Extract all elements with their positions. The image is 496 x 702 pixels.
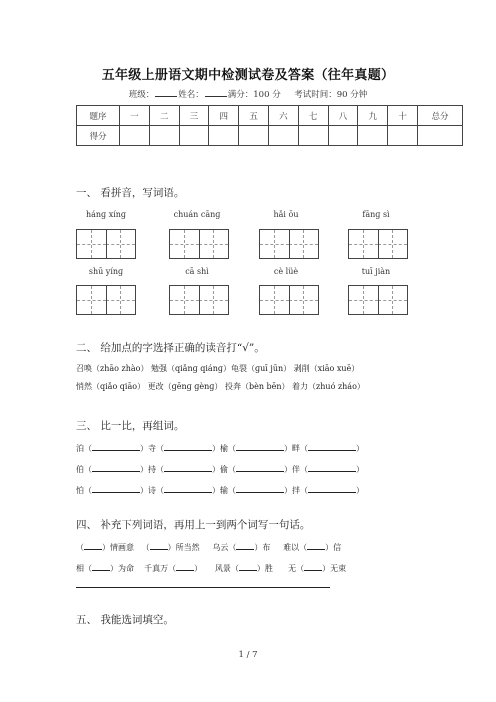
compare-row: 怕（ ）诗（ ）输（ ）拌（ ）	[76, 486, 364, 495]
answer-blank[interactable]	[308, 484, 356, 493]
score-table	[76, 105, 463, 146]
score-header-cell: 二	[149, 106, 179, 126]
answer-blank[interactable]	[236, 541, 254, 550]
section2-heading: 二、 给加点的字选择正确的读音打“√”。	[76, 342, 265, 354]
page-title: 五年级上册语文期中检测试卷及答案（往年真题）	[101, 68, 395, 83]
answer-blank[interactable]	[92, 442, 140, 451]
idiom-part: 风景	[214, 564, 231, 573]
writing-grid[interactable]	[259, 285, 319, 315]
pinyin-label: hǎi ōu	[273, 210, 299, 219]
pinyin-label: cā shì	[185, 267, 209, 276]
answer-blank[interactable]	[164, 484, 212, 493]
compare-row: 泊（ ）寺（ ）榆（ ）畔（ ）	[76, 444, 364, 453]
answer-blank[interactable]	[92, 484, 140, 493]
score-header-cell: 总分	[418, 106, 463, 126]
idiom-part: 所当然	[175, 543, 200, 552]
answer-blank[interactable]	[304, 562, 322, 571]
compare-char: 输	[220, 486, 228, 495]
score-table-header-row	[77, 106, 463, 126]
idiom-row: （ ）情画意 （ ）所当然 乌云（ ）布 难以（ ）信	[76, 543, 342, 552]
answer-blank[interactable]	[84, 541, 102, 550]
pronunciation-line: 悄然（qiǎo qiāo） 更改（ɡēnɡ ɡènɡ） 投奔（bèn bēn） 着力（zhuó zháo）	[76, 382, 365, 391]
score-cell[interactable]	[418, 126, 463, 146]
score-header-cell: 九	[358, 106, 388, 126]
score-cell[interactable]	[328, 126, 358, 146]
score-header-cell: 一	[120, 106, 150, 126]
compare-char: 诗	[148, 486, 156, 495]
class-label: 班级：	[128, 90, 155, 100]
idiom-part: 无束	[330, 564, 347, 573]
time-label: 考试时间：90 分钟	[294, 90, 368, 100]
idiom-part: 乌云	[212, 543, 229, 552]
answer-blank[interactable]	[92, 562, 110, 571]
writing-grid[interactable]	[259, 229, 319, 259]
score-cell[interactable]	[209, 126, 239, 146]
answer-blank[interactable]	[307, 541, 325, 550]
compare-char: 寺	[148, 444, 156, 453]
compare-row: 伯（ ）持（ ）偷（ ）伴（ ）	[76, 465, 364, 474]
score-cell[interactable]	[358, 126, 388, 146]
pronunciation-line: 召唤（zhāo zhào） 勉强（qiǎnɡ qiánɡ）龟裂（ɡuī jūn） 剥削（xiāo xuē）	[76, 364, 360, 373]
idiom-part: 布	[262, 543, 271, 552]
compare-char: 怕	[76, 486, 84, 495]
score-header-cell: 三	[179, 106, 209, 126]
section5-heading: 五、 我能选词填空。	[76, 614, 174, 626]
exam-info	[0, 88, 496, 100]
score-cell[interactable]	[388, 126, 418, 146]
score-table-score-row	[77, 126, 463, 146]
idiom-part: 胜	[264, 564, 273, 573]
idiom-part: 千真万	[144, 564, 169, 573]
answer-blank[interactable]	[176, 562, 194, 571]
score-cell[interactable]	[298, 126, 328, 146]
writing-grid[interactable]	[76, 285, 136, 315]
idiom-part: 难以	[283, 543, 300, 552]
score-cell[interactable]	[179, 126, 209, 146]
score-header-cell: 八	[328, 106, 358, 126]
section3-heading: 三、 比一比，再组词。	[76, 420, 185, 432]
compare-char: 榆	[220, 444, 228, 453]
name-blank	[205, 88, 227, 97]
page-number: 1 / 7	[238, 650, 258, 660]
answer-blank[interactable]	[150, 541, 168, 550]
writing-grid[interactable]	[348, 229, 408, 259]
pinyin-label: tuī jiàn	[361, 267, 391, 276]
answer-blank[interactable]	[308, 442, 356, 451]
writing-grid[interactable]	[169, 229, 229, 259]
compare-char: 拌	[292, 486, 300, 495]
idiom-part: 情画意	[110, 543, 134, 552]
pinyin-label: cè lüè	[273, 267, 299, 276]
score-header-cell: 十	[388, 106, 418, 126]
compare-char: 持	[148, 465, 156, 474]
answer-blank[interactable]	[236, 442, 284, 451]
score-header-cell: 四	[209, 106, 239, 126]
answer-blank[interactable]	[308, 463, 356, 472]
section1-heading: 一、 看拼音，写词语。	[76, 187, 185, 199]
score-header-cell: 七	[298, 106, 328, 126]
section4-heading: 四、 补充下列词语，再用上一到两个词写一句话。	[76, 519, 311, 531]
answer-blank[interactable]	[164, 442, 212, 451]
answer-blank[interactable]	[92, 463, 140, 472]
score-label: 满分：100 分	[227, 90, 281, 100]
score-header-cell: 五	[239, 106, 269, 126]
pinyin-label: hánɡ xínɡ	[85, 210, 127, 219]
compare-char: 偷	[220, 465, 228, 474]
pinyin-label: fānɡ sì	[362, 210, 390, 219]
score-row-label: 得分	[77, 126, 120, 146]
writing-grid[interactable]	[76, 229, 136, 259]
score-cell[interactable]	[120, 126, 150, 146]
pinyin-label: shū yínɡ	[88, 267, 124, 276]
idiom-part: 为命	[118, 564, 134, 573]
answer-blank[interactable]	[239, 562, 257, 571]
sentence-writing-line[interactable]	[76, 587, 330, 588]
writing-grid[interactable]	[348, 285, 408, 315]
score-cell[interactable]	[239, 126, 269, 146]
pinyin-label: chuán cānɡ	[173, 210, 221, 219]
compare-char: 伴	[292, 465, 300, 474]
name-label: 姓名：	[178, 90, 204, 100]
score-cell[interactable]	[149, 126, 179, 146]
class-blank	[155, 88, 177, 97]
answer-blank[interactable]	[236, 463, 284, 472]
idiom-row: 相（ ）为命 千真万（ ） 风景（ ）胜 无（ ）无束	[76, 564, 347, 573]
score-cell[interactable]	[268, 126, 298, 146]
compare-char: 畔	[292, 444, 300, 453]
score-header-cell: 六	[268, 106, 298, 126]
answer-blank[interactable]	[164, 463, 212, 472]
answer-blank[interactable]	[236, 484, 284, 493]
idiom-part: 信	[333, 543, 342, 552]
compare-char: 伯	[76, 465, 84, 474]
compare-char: 泊	[76, 444, 84, 453]
score-header-cell: 题序	[77, 106, 120, 126]
idiom-part: 无	[288, 564, 297, 573]
idiom-part: 相	[76, 564, 84, 573]
writing-grid[interactable]	[169, 285, 229, 315]
